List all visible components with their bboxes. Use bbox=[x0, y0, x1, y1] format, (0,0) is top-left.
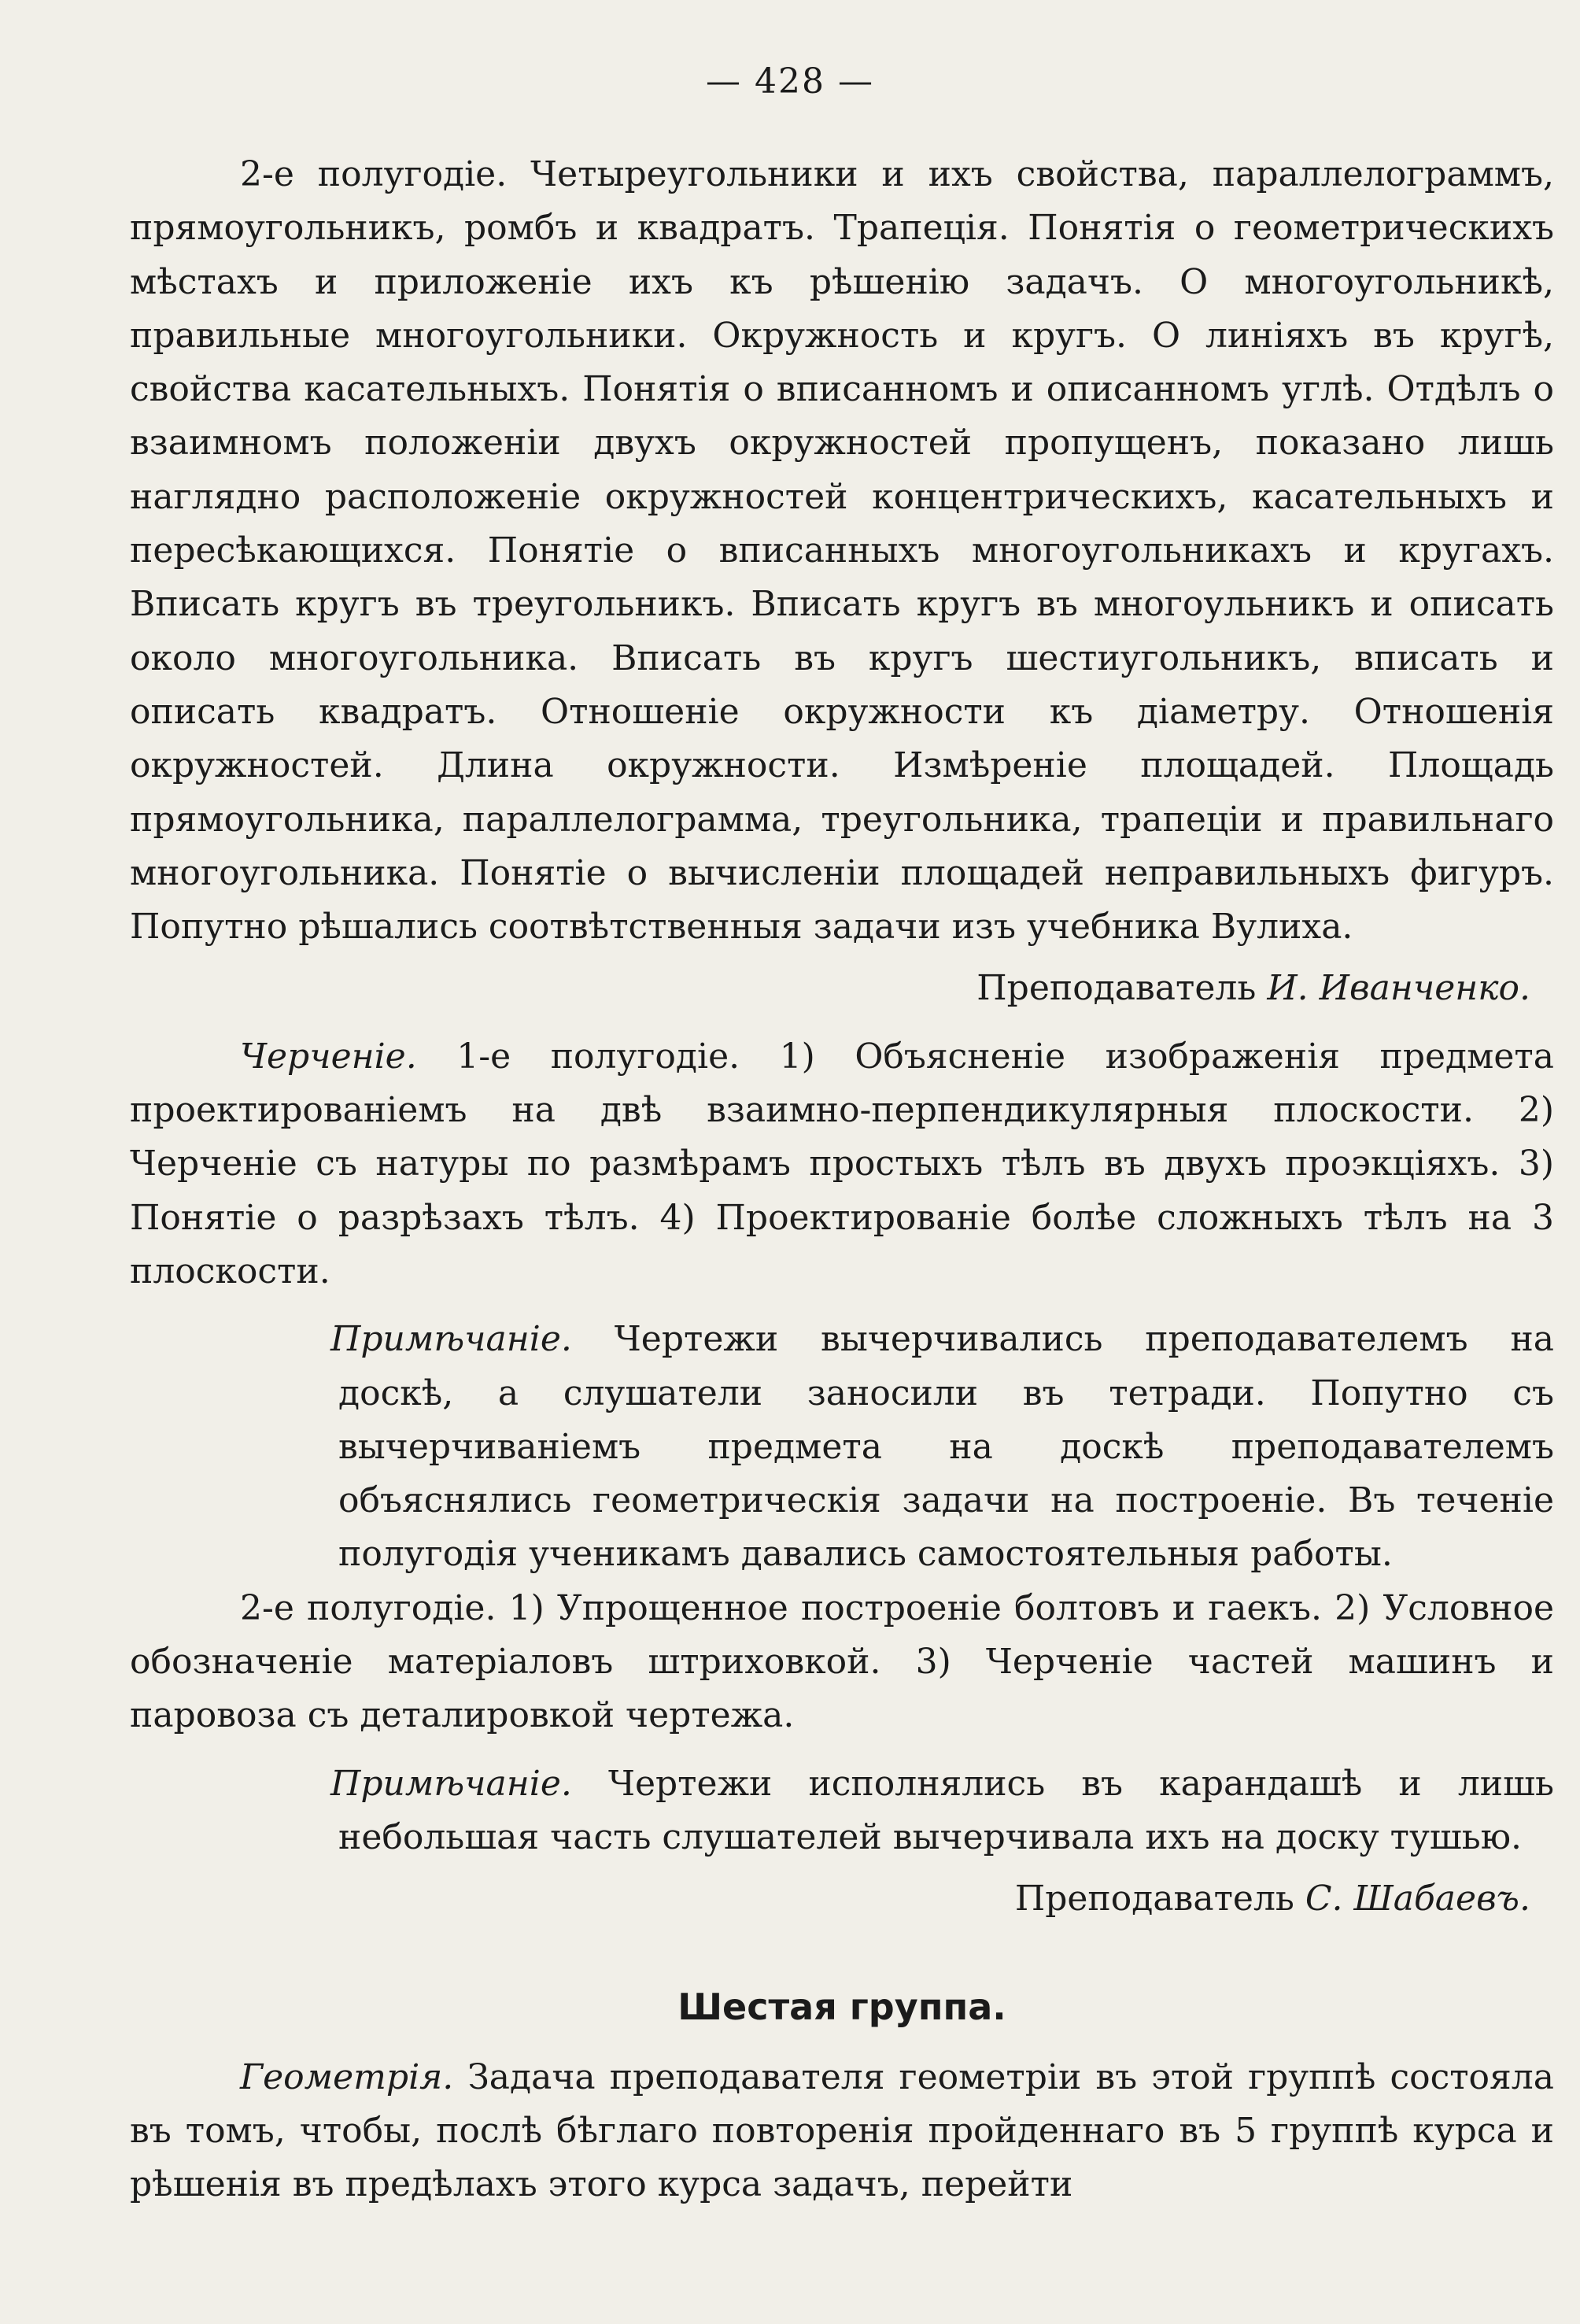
signature-prefix: Преподаватель bbox=[1014, 1879, 1294, 1919]
page-number: — 428 — bbox=[706, 61, 874, 102]
section-label-drawing: Черченіе. bbox=[240, 1036, 417, 1077]
signature-name: С. Шабаевъ. bbox=[1305, 1879, 1530, 1919]
paragraph-drawing-second-half: 2-е полугодіе. 1) Упрощенное построеніе болтовъ и гаекъ. 2) Условное обозначеніе матеріаловъ штриховкой. 3) Черченіе частей машинъ и паровоза съ деталировкой чертежа. bbox=[130, 1587, 1554, 1736]
signature-ivanchenko bbox=[130, 962, 1554, 1015]
note-label: Примѣчаніе. bbox=[330, 1763, 572, 1804]
signature-shabaev bbox=[130, 1872, 1554, 1926]
note-first bbox=[330, 1313, 1554, 1581]
paragraph-drawing-first-half bbox=[130, 1030, 1554, 1299]
paragraph-geometry-second-half: 2-е полугодіе. Четыреугольники и ихъ свойства, параллелограммъ, прямоугольникъ, ромбъ и квадратъ. Трапеція. Понятія о геометрическихъ мѣстахъ и приложеніе ихъ къ рѣшенію задачъ. О многоугольникѣ, правильные многоугольники. Окружность и кругъ. О линіяхъ въ кругѣ, свойства касательныхъ. Понятія о вписанномъ и описанномъ углѣ. Отдѣлъ о взаимномъ положеніи двухъ окружностей пропущенъ, показано лишь наглядно расположеніе окружностей концентрическихъ, касательныхъ и пересѣкающихся. Понятіе о вписанныхъ многоугольникахъ и кругахъ. Вписать кругъ въ треугольникъ. Вписать кругъ въ многоульникъ и описать около многоугольника. Вписать въ кругъ шестиугольникъ, вписать и описать квадратъ. Отношеніе окружности къ діаметру. Отношенія окружностей. Длина окружности. Измѣреніе площадей. Площадь прямоугольника, параллелограмма, треугольника, трапеціи и правильнаго многоугольника. Понятіе о вычисленіи площадей неправильныхъ фигуръ. Попутно рѣшались соотвѣтственныя задачи изъ учебника Вулиха. bbox=[130, 154, 1554, 948]
note-text: Чертежи исполнялись въ карандашѣ и лишь небольшая часть слушателей вычерчивала ихъ на доску тушью. bbox=[338, 1763, 1554, 1857]
paragraph-geometry-sixth-group bbox=[130, 2051, 1554, 2212]
section-heading: Шестая группа. bbox=[677, 1985, 1006, 2028]
paragraph-text: Задача преподавателя геометріи въ этой группѣ состояла въ томъ, чтобы, послѣ бѣглаго повторенія пройденнаго въ 5 группѣ курса и рѣшенія въ предѣлахъ этого курса задачъ, перейти bbox=[130, 2056, 1554, 2205]
paragraph-text: 1-е полугодіе. 1) Объясненіе изображенія предмета проектированіемъ на двѣ взаимно-перпендикулярныя плоскости. 2) Черченіе съ натуры по размѣрамъ простыхъ тѣлъ въ двухъ проэкціяхъ. 3) Понятіе о разрѣзахъ тѣлъ. 4) Проектированіе болѣе сложныхъ тѣлъ на 3 плоскости. bbox=[130, 1036, 1554, 1291]
note-second bbox=[330, 1757, 1554, 1865]
note-text: Чертежи вычерчивались преподавателемъ на доскѣ, а слушатели заносили въ тетради. Попутно съ вычерчиваніемъ предмета на доскѣ преподавателемъ объяснялись геометрическія задачи на построеніе. Въ теченіе полугодія ученикамъ давались самостоятельныя работы. bbox=[338, 1319, 1554, 1575]
signature-name: И. Иванченко. bbox=[1267, 968, 1530, 1009]
note-label: Примѣчаніе. bbox=[330, 1319, 572, 1360]
section-label-geometry: Геометрія. bbox=[240, 2056, 454, 2097]
page-body bbox=[130, 148, 1554, 2212]
signature-prefix: Преподаватель bbox=[976, 968, 1257, 1009]
